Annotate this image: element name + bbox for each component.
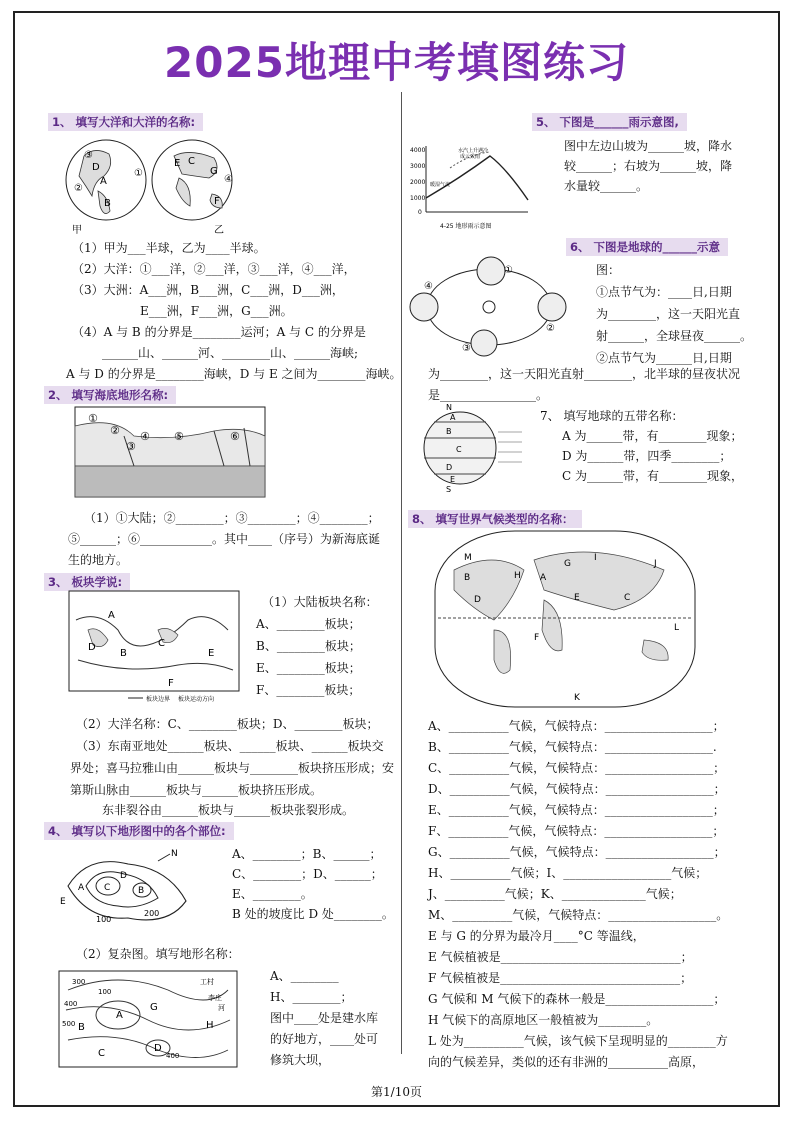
column-divider xyxy=(401,92,402,1054)
text-line: F、________板块； xyxy=(256,683,361,697)
fig2-label: ③ xyxy=(126,440,136,453)
text-line: （2）大洋名称：C、________板块；D、________板块； xyxy=(76,717,379,731)
fig6-label: ③ xyxy=(462,343,471,354)
fig3-label: C xyxy=(158,638,165,649)
fig8-label: D xyxy=(474,595,481,605)
text-line: G 气候和 M 气候下的森林一般是__________________； xyxy=(428,992,726,1006)
fig1-label: E xyxy=(174,158,181,169)
fig7-label: E xyxy=(450,475,456,484)
fig8-label: I xyxy=(594,553,597,563)
section-4-header: 4、 填写以下地形图中的各个部位: xyxy=(44,822,234,840)
fig4-label: A xyxy=(78,883,85,893)
text-line: 生的地方。 xyxy=(68,553,129,567)
fig8-label: E xyxy=(574,593,580,603)
fig5-label: 3000 xyxy=(410,163,426,170)
fig4b-label: A xyxy=(116,1010,123,1021)
text-line: D、__________气候，气候特点：__________________； xyxy=(428,782,726,796)
text-line: E、__________气候，气候特点：__________________； xyxy=(428,803,725,817)
fig1-label: 甲 xyxy=(72,225,82,236)
text-line: 为________，这一天阳光直射________，北半球的昼夜状况 xyxy=(428,367,741,381)
text-line: E 与 G 的分界为最冷月____°C 等温线， xyxy=(428,929,645,943)
fig4-label: N xyxy=(171,849,178,859)
text-line: 射______，全球昼夜______。 xyxy=(596,329,753,343)
text-line: 的好地方，____处可 xyxy=(270,1032,379,1046)
section-5-header: 5、 下图是______雨示意图, xyxy=(532,113,687,131)
fig1-label: G xyxy=(210,166,218,177)
text-line: H 气候下的高原地区一般植被为________。 xyxy=(428,1013,659,1027)
fig4b-label: 400 xyxy=(166,1052,180,1060)
fig4b-label: 100 xyxy=(98,988,112,996)
fig7-label: B xyxy=(446,427,452,436)
fig4b-label: D xyxy=(154,1043,162,1054)
text-line: ______山、______河、________山、______海峡; xyxy=(102,346,359,360)
fig1-label: D xyxy=(92,162,100,173)
fig7-label: D xyxy=(446,463,453,472)
fig1-label: A xyxy=(100,176,107,187)
text-line: B、__________气候，气候特点：__________________. xyxy=(428,740,717,754)
text-line: 水量较______。 xyxy=(564,179,649,193)
text-line: B 处的坡度比 D 处________。 xyxy=(232,907,394,921)
fig3-legend: 板块边界 xyxy=(146,696,171,702)
fig4b-label: 李庄 xyxy=(208,994,222,1002)
text-line: A、__________气候，气候特点：__________________； xyxy=(428,719,725,733)
text-line: H、________； xyxy=(270,990,353,1004)
contour-map-simple xyxy=(58,846,198,936)
fig4-label: B xyxy=(138,886,145,896)
text-line: 图中左边山坡为______坡，降水 xyxy=(564,139,733,153)
text-line: A、________板块； xyxy=(256,617,361,631)
text-line: D 为______带，四季________； xyxy=(562,449,732,463)
plate-tectonics-map xyxy=(68,590,240,702)
text-line: E 气候植被是______________________________； xyxy=(428,950,693,964)
text-line: E___洲，F___洲，G___洲。 xyxy=(140,304,293,318)
fig1-label: ④ xyxy=(224,174,233,185)
section-7-header: 7、 填写地球的五带名称： xyxy=(540,409,684,423)
fig4b-label: 河 xyxy=(218,1004,225,1012)
text-line: （4）A 与 B 的分界是________运河；A 与 C 的分界是 xyxy=(72,325,366,339)
fig1-label: 乙 xyxy=(214,225,224,236)
page-number: 第1/10页 xyxy=(371,1085,422,1099)
text-line: （1）①大陆；②________；③________；④________； xyxy=(84,511,380,525)
fig8-label: B xyxy=(464,573,471,583)
fig4b-label: 400 xyxy=(64,1000,78,1008)
fig8-label: L xyxy=(674,623,680,633)
fig4-label: C xyxy=(104,883,111,893)
text-line: C 为______带，有________现象， xyxy=(562,469,743,483)
fig4b-label: B xyxy=(78,1022,85,1033)
text-line: 东非裂谷由______板块与______板块张裂形成。 xyxy=(102,803,355,817)
fig5-caption: 4-25 地形雨示意图 xyxy=(440,223,492,230)
text-line: ②点节气为______日,日期 xyxy=(596,351,732,365)
fig7-label: A xyxy=(450,413,456,422)
fig8-label: H xyxy=(514,571,521,581)
text-line: B、________板块； xyxy=(256,639,361,653)
section-3-header: 3、 板块学说: xyxy=(44,573,130,591)
fig4b-label: G xyxy=(150,1002,158,1013)
text-line: L 处为__________气候，该气候下呈现明显的________方 xyxy=(428,1034,728,1048)
text-line: （3）大洲：A___洲，B___洲，C___洲，D___洲， xyxy=(72,283,344,297)
fig4-label: D xyxy=(120,871,127,881)
fig1-label: ③ xyxy=(84,150,93,161)
seafloor-diagram xyxy=(74,406,266,498)
fig3-label: D xyxy=(88,642,96,653)
fig8-label: K xyxy=(574,693,580,703)
text-line: E、________。 xyxy=(232,887,313,901)
text-line: H、__________气候；I、__________________气候； xyxy=(428,866,708,880)
text-line: （2）大洋：①___洋，②___洋，③___洋，④___洋， xyxy=(72,262,356,276)
text-line: （1）甲为___半球，乙为____半球。 xyxy=(72,241,266,255)
fig2-label: ④ xyxy=(140,430,150,443)
text-line: E、________板块； xyxy=(256,661,361,675)
text-line: G、__________气候，气候特点：__________________； xyxy=(428,845,726,859)
section-1-header: 1、 填写大洋和大洋的名称: xyxy=(48,113,203,131)
fig5-label: 暖湿气流 xyxy=(430,182,451,188)
fig8-label: F xyxy=(534,633,540,643)
fig4-label: E xyxy=(60,897,66,907)
fig6-label: ① xyxy=(504,265,513,276)
text-line: M、__________气候，气候特点：__________________。 xyxy=(428,908,729,922)
text-line: ⑤______；⑥____________。其中____（序号）为新海底诞 xyxy=(68,532,381,546)
fig3-label: F xyxy=(168,678,174,689)
fig7-label: C xyxy=(456,445,462,454)
fig2-label: ① xyxy=(88,412,98,425)
world-climate-map xyxy=(434,530,696,708)
fig8-label: G xyxy=(564,559,571,569)
text-line: A、________；B、______； xyxy=(232,847,382,861)
text-line: C、__________气候，气候特点：__________________； xyxy=(428,761,726,775)
fig4-label: 100 xyxy=(96,915,112,924)
section-8-header: 8、 填写世界气候类型的名称： xyxy=(408,510,582,528)
fig1-label: ② xyxy=(74,183,83,194)
fig1-label: ① xyxy=(134,168,143,179)
fig4b-label: 300 xyxy=(72,978,86,986)
fig8-label: M xyxy=(464,553,472,563)
text-line: 修筑大坝， xyxy=(270,1053,331,1067)
fig2-label: ⑤ xyxy=(174,430,184,443)
fig3-label: E xyxy=(208,648,215,659)
fig8-label: A xyxy=(540,573,547,583)
fig6-label: ④ xyxy=(424,281,433,292)
fig3-label: B xyxy=(120,648,127,659)
fig7-label: N xyxy=(446,403,452,412)
fig2-label: ② xyxy=(110,424,120,437)
fig4b-label: 500 xyxy=(62,1020,76,1028)
text-line: （3）东南亚地处______板块、______板块、______板块交 xyxy=(76,739,384,753)
text-line: A 与 D 的分界是________海峡，D 与 E 之间为________海峡。 xyxy=(66,367,402,381)
text-line: 界处；喜马拉雅山由______板块与________板块挤压形成；安 xyxy=(70,761,395,775)
fig1-label: F xyxy=(214,196,220,207)
contour-map-complex xyxy=(58,970,238,1070)
fig4b-label: C xyxy=(98,1048,105,1059)
earth-orbit-diagram xyxy=(406,255,572,357)
section-2-header: 2、 填写海底地形名称: xyxy=(44,386,176,404)
fig2-label: ⑥ xyxy=(230,430,240,443)
text-line: C、________；D、______； xyxy=(232,867,383,881)
fig8-label: J xyxy=(654,559,657,569)
text-line: A 为______带，有________现象； xyxy=(562,429,743,443)
fig4-label: 200 xyxy=(144,909,160,918)
text-line: J、__________气候；K、______________气候； xyxy=(428,887,682,901)
fig3-label: A xyxy=(108,610,115,621)
fig8-label: C xyxy=(624,593,631,603)
text-line: 较______；右坡为______坡，降 xyxy=(564,159,733,173)
fig5-label: 0 xyxy=(418,209,422,216)
fig1-label: B xyxy=(104,198,111,209)
text-line: F 气候植被是______________________________； xyxy=(428,971,693,985)
orographic-rain-diagram xyxy=(410,138,530,232)
fig4b-label: 工村 xyxy=(200,978,214,986)
text-line: 为________，这一天阳光直 xyxy=(596,307,741,321)
fig5-label: 水汽上升遇冷 xyxy=(458,148,489,154)
text-line: A、________ xyxy=(270,969,339,983)
text-line: 向的气候差异，类似的还有非洲的__________高原， xyxy=(428,1055,705,1069)
fig4b-label: H xyxy=(206,1020,214,1031)
text-line: ①点节气为：____日,日期 xyxy=(596,285,732,299)
fig5-label: 2000 xyxy=(410,179,426,186)
fig5-label: 4000 xyxy=(410,147,426,154)
text-line: F、__________气候，气候特点：__________________； xyxy=(428,824,725,838)
text-line: 图： xyxy=(596,263,621,277)
page-title: 2025地理中考填图练习 xyxy=(164,38,629,87)
text-line: （1）大陆板块名称： xyxy=(262,595,378,609)
text-line: 图中____处是建水库 xyxy=(270,1011,379,1025)
section-6-header: 6、 下图是地球的______示意 xyxy=(566,238,728,256)
fig5-label: 1000 xyxy=(410,195,426,202)
text-line: 第斯山脉由______板块与______板块挤压形成。 xyxy=(70,783,323,797)
five-zones-diagram xyxy=(416,402,524,494)
text-line: 是________________。 xyxy=(428,388,549,402)
fig1-label: C xyxy=(188,156,195,167)
fig3-legend: 板块运动方向 xyxy=(178,696,215,702)
text-line: （2）复杂图。填写地形名称： xyxy=(76,947,240,961)
hemisphere-map xyxy=(64,136,254,236)
fig5-label: 成云致雨 xyxy=(460,154,481,160)
fig6-label: ② xyxy=(546,323,555,334)
fig7-label: S xyxy=(446,485,452,494)
